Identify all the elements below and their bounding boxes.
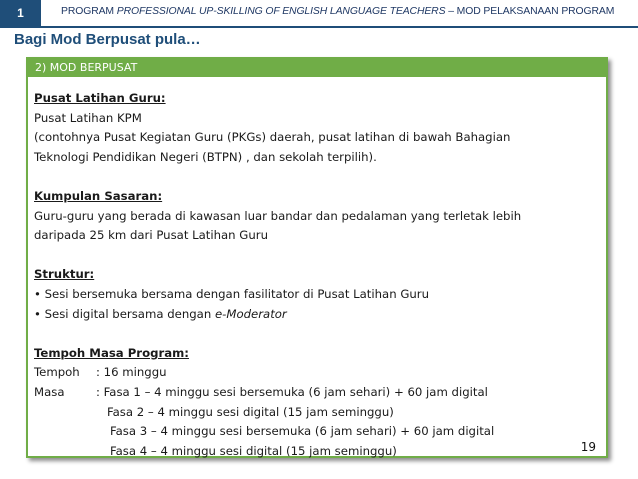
fasa-4: Fasa 4 – 4 minggu sesi digital (15 jam seminggu) bbox=[110, 443, 397, 458]
section2-line2: daripada 25 km dari Pusat Latihan Guru bbox=[34, 228, 268, 243]
spacer bbox=[34, 324, 600, 344]
spacer bbox=[34, 246, 600, 266]
header-text-part3: – MOD PELAKSANAAN PROGRAM bbox=[445, 6, 615, 17]
section2-line1: Guru-guru yang berada di kawasan luar bandar dan pedalaman yang terletak lebih bbox=[34, 208, 522, 223]
fasa-2: Fasa 2 – 4 minggu sesi digital (15 jam seminggu) bbox=[107, 404, 394, 419]
struktur-bullet-1: • Sesi bersemuka bersama dengan fasilitator di Pusat Latihan Guru bbox=[34, 286, 430, 301]
header-program-title bbox=[61, 6, 631, 17]
fasa-1: : Fasa 1 – 4 minggu sesi bersemuka (6 jam sehari) + 60 jam digital bbox=[96, 384, 488, 399]
section-heading-kumpulan-sasaran: Kumpulan Sasaran: bbox=[34, 188, 163, 203]
header-bar bbox=[0, 0, 638, 26]
section-heading-tempoh-masa: Tempoh Masa Program: bbox=[34, 345, 189, 360]
section1-line2: (contohnya Pusat Kegiatan Guru (PKGs) daerah, pusat latihan di bawah Bahagian bbox=[34, 130, 511, 145]
header-text-part1: PROGRAM bbox=[61, 6, 117, 17]
section-heading-struktur: Struktur: bbox=[34, 267, 95, 282]
bullet2-text: • Sesi digital bersama dengan bbox=[34, 306, 215, 321]
card-header: 2) MOD BERPUSAT bbox=[28, 59, 606, 77]
page-number: 19 bbox=[580, 440, 596, 454]
slide-number-badge: 1 bbox=[0, 0, 41, 26]
content-card bbox=[26, 57, 608, 458]
fasa-3: Fasa 3 – 4 minggu sesi bersemuka (6 jam sehari) + 60 jam digital bbox=[110, 424, 495, 439]
tempoh-value: : 16 minggu bbox=[96, 365, 167, 380]
tempoh-label: Tempoh bbox=[34, 365, 80, 380]
masa-row bbox=[34, 383, 600, 403]
section-heading-pusat-latihan: Pusat Latihan Guru: bbox=[34, 91, 166, 105]
spacer bbox=[34, 167, 600, 187]
tempoh-row bbox=[34, 363, 600, 383]
page-title: Bagi Mod Berpusat pula… bbox=[14, 31, 201, 48]
struktur-bullet-2 bbox=[34, 305, 600, 325]
bullet2-italic-text: e-Moderator bbox=[214, 306, 287, 321]
section1-line3: Teknologi Pendidikan Negeri (BTPN) , dan sekolah terpilih). bbox=[34, 149, 377, 164]
masa-label: Masa bbox=[34, 384, 65, 399]
header-text-part2: PROFESSIONAL UP-SKILLING OF ENGLISH LANGUAGE TEACHERS bbox=[116, 6, 446, 17]
card-body bbox=[34, 89, 600, 461]
header-divider bbox=[0, 26, 638, 28]
section1-line1: Pusat Latihan KPM bbox=[34, 110, 142, 125]
